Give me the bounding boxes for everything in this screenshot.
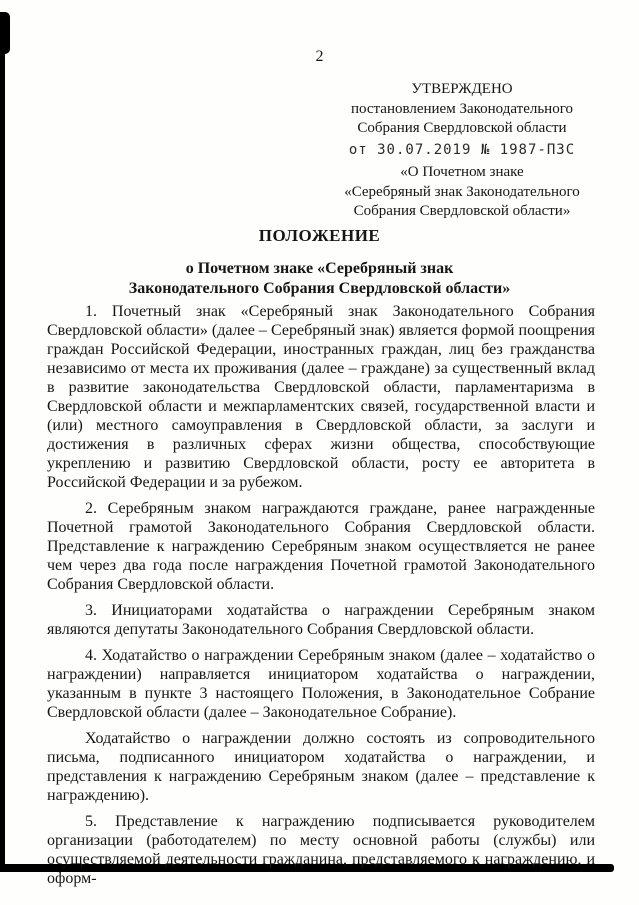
approval-line: «О Почетном знаке	[400, 164, 524, 180]
approval-line: постановлением Законодательного	[350, 100, 573, 117]
doc-subtitle-line-1: о Почетном знаке «Серебряный знак	[185, 260, 454, 277]
approval-line: Собрания Свердловской области»	[353, 203, 571, 219]
approval-block	[323, 80, 601, 222]
paragraph-2: 2. Серебряным знаком награждаются граждане, ранее награжденные Почетной грамотой Законодательного Собрания Свердловской области. Представление к награждению Серебряным знаком осуществляется не ранее чем через два года после награждения Почетной грамотой Законодательного Собрания Свердловской области.	[47, 500, 595, 593]
paragraph-3: 3. Инициаторами ходатайства о награждении Серебряным знаком являются депутаты Законодательного Собрания Свердловской области.	[47, 602, 595, 638]
approval-line: Собрания Свердловской области	[357, 120, 567, 136]
paragraph-1: 1. Почетный знак «Серебряный знак Законодательного Собрания Свердловской области» (далее – Серебряный знак) является формой поощрения граждан Российской Федерации, иностранных граждан, лиц без гражданства независимо от места их проживания (далее – граждане) за существенный вклад в развитие законодательства Свердловской области, парламентаризма в Свердловской области и межпарламентских связей, государственной власти и (или) местного самоуправления в Свердловской области, за заслуги и достижения в различных сферах жизни общества, способствующие укреплению и развитию Свердловской области, росту ее авторитета в Российской Федерации и за рубежом.	[47, 303, 595, 491]
doc-subtitle-line-2: Законодательного Собрания Свердловской области»	[128, 280, 511, 297]
approval-date-number-line: от 30.07.2019 № 1987-ПЗС	[348, 141, 576, 158]
paragraph-4-continuation: Ходатайство о награждении должно состоять из сопроводительного письма, подписанного инициатором ходатайства о награждении, и представления к награждению Серебряным знаком (далее – представление к награждению).	[47, 730, 595, 804]
document-title-block	[0, 226, 639, 299]
approval-line: УТВЕРЖДЕНО	[411, 81, 513, 97]
document-body	[47, 302, 595, 888]
paragraph-5: 5. Представление к награждению подписывается руководителем организации (работодателем) по месту основной работы (службы) или осуществляемой деятельности гражданина, представляемого к награждению, и оформ-	[47, 813, 595, 887]
page-number: 2	[315, 48, 324, 65]
approval-line: «Серебряный знак Законодательного	[344, 183, 580, 200]
scan-artifact-left-edge	[0, 22, 5, 872]
paragraph-4: 4. Ходатайство о награждении Серебряным знаком (далее – ходатайство о награждении) направляется инициатором ходатайства о награждении, указанным в пункте 3 настоящего Положения, в Законодательное Собрание Свердловской области (далее – Законодательное Собрание).	[47, 647, 595, 721]
doc-title: ПОЛОЖЕНИЕ	[258, 226, 381, 245]
